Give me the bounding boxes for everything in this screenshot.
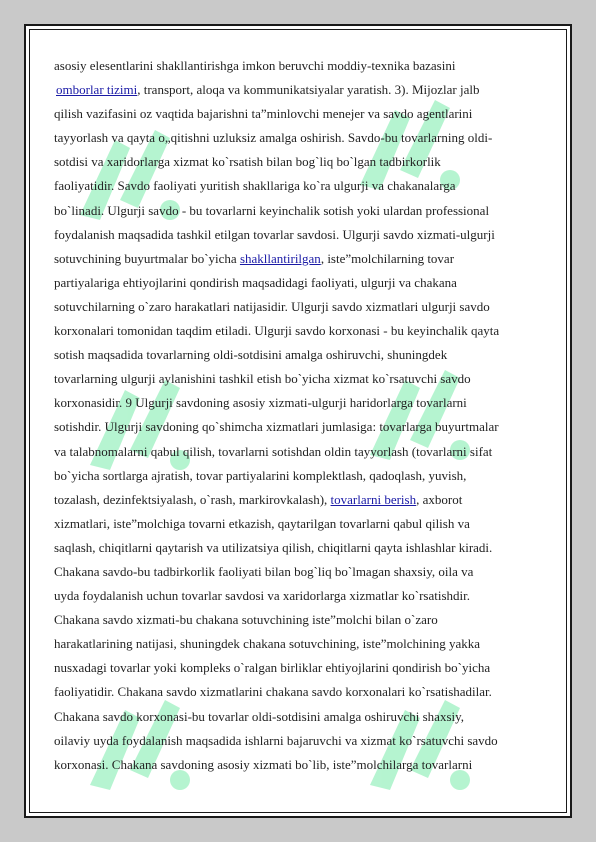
link-tovarlarni-berish[interactable]: tovarlarni berish: [330, 491, 417, 507]
text-line: Chakana savdo xizmati-bu chakana sotuvchining iste”molchi bilan o`zaro: [54, 612, 438, 628]
text-line: xizmatlari, iste”molchiga tovarni etkazish, qaytarilgan tovarlarni qabul qilish va: [54, 515, 470, 531]
text-line: sotuvchining buyurtmalar bo`yicha shakllantirilgan, iste”molchilarning tovar: [54, 250, 455, 266]
text-line: sotish maqsadida tovarlarning oldi-sotdisini amalga oshiruvchi, shuningdek: [54, 347, 448, 363]
text-line: korxonasi. Chakana savdoning asosiy xizmati bo`lib, iste”molchilarga tovarlarni: [54, 756, 473, 772]
text-line: tayyorlash va qayta o„qitishni uzluksiz amalga oshirish. Savdo-bu tovarlarning oldi-: [54, 130, 493, 146]
link-shakllantirilgan[interactable]: shakllantirilgan: [239, 250, 321, 266]
text-line: korxonalari tomonidan taqdim etiladi. Ulgurji savdo korxonasi - bu keyinchalik qayta: [54, 323, 500, 339]
text-line: va talabnomalarni qabul qilish, tovarlarni sotishdan oldin tayyorlash (tovarlarni sifat: [54, 443, 493, 459]
text-line: Chakana savdo-bu tadbirkorlik faoliyati bilan bog`liq bo`lmagan shaxsiy, oila va: [54, 563, 474, 579]
text-line: omborlar tizimi, transport, aloqa va kommunikatsiyalar yaratish. 3). Mijozlar jalb: [56, 82, 480, 98]
text-line: oilaviy uyda foydalanish maqsadida ishlarni bajaruvchi va xizmat ko`rsatuvchi savdo: [54, 732, 498, 748]
text-line: korxonasidir. 9 Ulgurji savdoning asosiy xizmati-ulgurji haridorlarga tovarlarni: [54, 395, 467, 411]
text-line: faoliyatidir. Savdo faoliyati yuritish shakllariga ko`ra ulgurji va chakanalarga: [54, 178, 456, 194]
link-omborlar-tizimi[interactable]: omborlar tizimi: [56, 82, 138, 98]
text-line: asosiy elesentlarini shakllantirishga imkon beruvchi moddiy-texnika bazasini: [54, 58, 456, 73]
text-line: harakatlarining natijasi, shuningdek chakana sotuvchining, iste”molchining yakka: [54, 636, 480, 652]
text-line: partiyalariga ehtiyojlarini qondirish maqsadidagi faoliyati, ulgurji va chakana: [54, 274, 457, 290]
text-line: saqlash, chiqitlarni qaytarish va utilizatsiya qilish, chiqitlarni qayta ishlashlar kiradi.: [54, 539, 493, 555]
text-line: qilish vazifasini oz vaqtida bajarishni ta”minlovchi menejer va savdo agentlarini: [54, 106, 473, 122]
text-line: faoliyatidir. Chakana savdo xizmatlarini chakana savdo korxonalari ko`rsatishadilar.: [54, 684, 492, 700]
text-line: sotishdir. Ulgurji savdoning qo`shimcha xizmatlari jumlasiga: tovarlarga buyurtmalar: [54, 419, 499, 435]
text-line: Chakana savdo korxonasi-bu tovarlar oldi-sotdisini amalga oshiruvchi shaxsiy,: [54, 708, 465, 724]
text-line: tovarlarning ulgurji aylanishini tashkil etish bo`yicha xizmat ko`rsatuvchi savdo: [54, 371, 471, 387]
text-line: bo`linadi. Ulgurji savdo - bu tovarlarni keyinchalik sotish yoki ulardan professional: [54, 202, 490, 218]
text-line: bo`yicha sortlarga ajratish, tovar partiyalarini komplektlash, qadoqlash, yuvish,: [54, 467, 467, 483]
text-line: sotuvchilarning o`zaro harakatlari natijasidir. Ulgurji savdo xizmatlari ulgurji savdo: [54, 298, 490, 314]
text-line: uyda foydalanish uchun tovarlar savdosi va xaridorlarga xizmatlar ko`rsatishdir.: [54, 588, 470, 604]
text-line: foydalanish maqsadida tashkil etilgan tovarlar savdosi. Ulgurji savdo xizmati-ulgurji: [54, 226, 495, 242]
text-line: sotdisi va xaridorlarga xizmat ko`rsatish bilan bog`liq bo`lgan tadbirkorlik: [54, 154, 441, 170]
document-body: [54, 54, 544, 777]
text-line: tozalash, dezinfektsiyalash, o`rash, markirovkalash), tovarlarni berish, axborot: [54, 491, 463, 507]
text-line: nusxadagi tovarlar yoki kompleks o`ralgan birliklar ehtiyojlarini qondirish bo`yicha: [54, 660, 491, 676]
